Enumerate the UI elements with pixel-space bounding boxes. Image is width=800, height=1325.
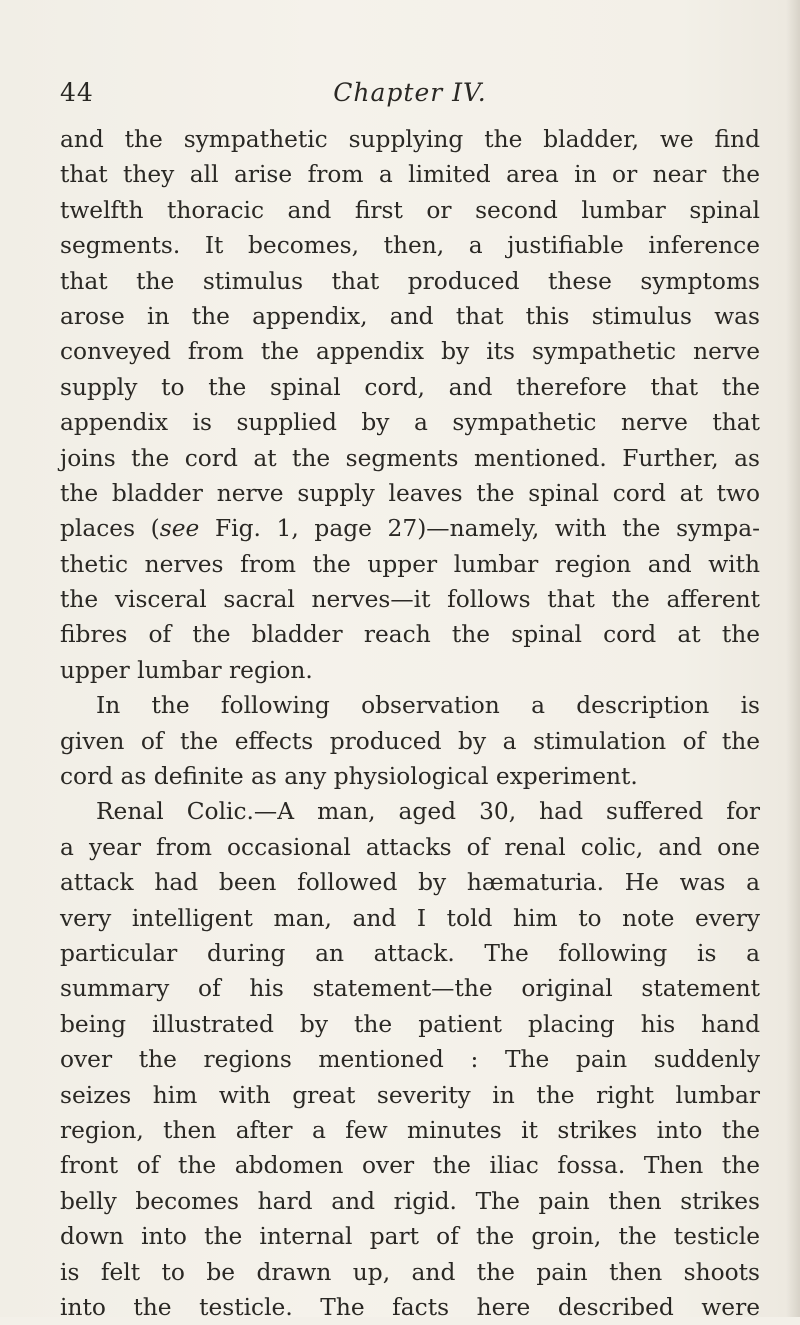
text-line: the bladder nerve supply leaves the spinal cord at two [60, 479, 760, 507]
text-line: that the stimulus that produced these symptoms [60, 267, 760, 295]
text-line: conveyed from the appendix by its sympathetic nerve [60, 338, 760, 366]
text-line: belly becomes hard and rigid. The pain then strikes [60, 1187, 760, 1215]
text-line: attack had been followed by hæmaturia. He was a [60, 869, 760, 897]
text-line: In the following observation a description is [96, 692, 760, 720]
text-line: a year from occasional attacks of renal colic, and one [60, 833, 760, 861]
text-line: cord as definite as any physiological experiment. [60, 763, 638, 791]
page-header [60, 78, 760, 112]
text-line-segment: Fig. 1, page 27)—namely, with the sympa- [199, 515, 760, 543]
running-head: Chapter IV. [333, 78, 487, 107]
text-line: the visceral sacral nerves—it follows that the afferent [60, 586, 760, 614]
text-line-segment: places ( [60, 515, 160, 543]
text-line: into the testicle. The facts here described were [60, 1293, 760, 1321]
text-line: particular during an attack. The following is a [60, 939, 760, 967]
text-line: thetic nerves from the upper lumbar region and with [60, 550, 760, 578]
text-line: appendix is supplied by a sympathetic nerve that [60, 409, 760, 437]
italic-reference: see [159, 515, 200, 543]
text-line: is felt to be drawn up, and the pain then shoots [60, 1258, 760, 1286]
text-line: fibres of the bladder reach the spinal cord at the [60, 621, 760, 649]
text-line: seizes him with great severity in the right lumbar [60, 1081, 760, 1109]
text-line: region, then after a few minutes it strikes into the [60, 1116, 760, 1144]
text-line: Renal Colic.—A man, aged 30, had suffered for [96, 798, 760, 826]
text-line: summary of his statement—the original statement [60, 975, 760, 1003]
page-edge-shadow [786, 0, 800, 1317]
text-line: arose in the appendix, and that this stimulus was [60, 302, 760, 330]
text-line: front of the abdomen over the iliac fossa. Then the [60, 1152, 760, 1180]
text-line: very intelligent man, and I told him to note every [60, 904, 760, 932]
text-line: given of the effects produced by a stimulation of the [60, 727, 760, 755]
text-line: that they all arise from a limited area in or near the [60, 161, 760, 189]
text-line: being illustrated by the patient placing his hand [60, 1010, 760, 1038]
body-text [60, 122, 760, 1325]
text-line: twelfth thoracic and first or second lumbar spinal [60, 196, 760, 224]
text-line [60, 511, 760, 546]
text-line: over the regions mentioned : The pain suddenly [60, 1046, 760, 1074]
page-number: 44 [60, 78, 94, 107]
text-line: segments. It becomes, then, a justifiable inference [60, 232, 760, 260]
text-line: supply to the spinal cord, and therefore that the [60, 373, 760, 401]
text-line: joins the cord at the segments mentioned. Further, as [60, 444, 760, 472]
text-line: down into the internal part of the groin, the testicle [60, 1223, 760, 1251]
text-line: upper lumbar region. [60, 656, 313, 684]
text-line: and the sympathetic supplying the bladder, we find [60, 126, 760, 153]
